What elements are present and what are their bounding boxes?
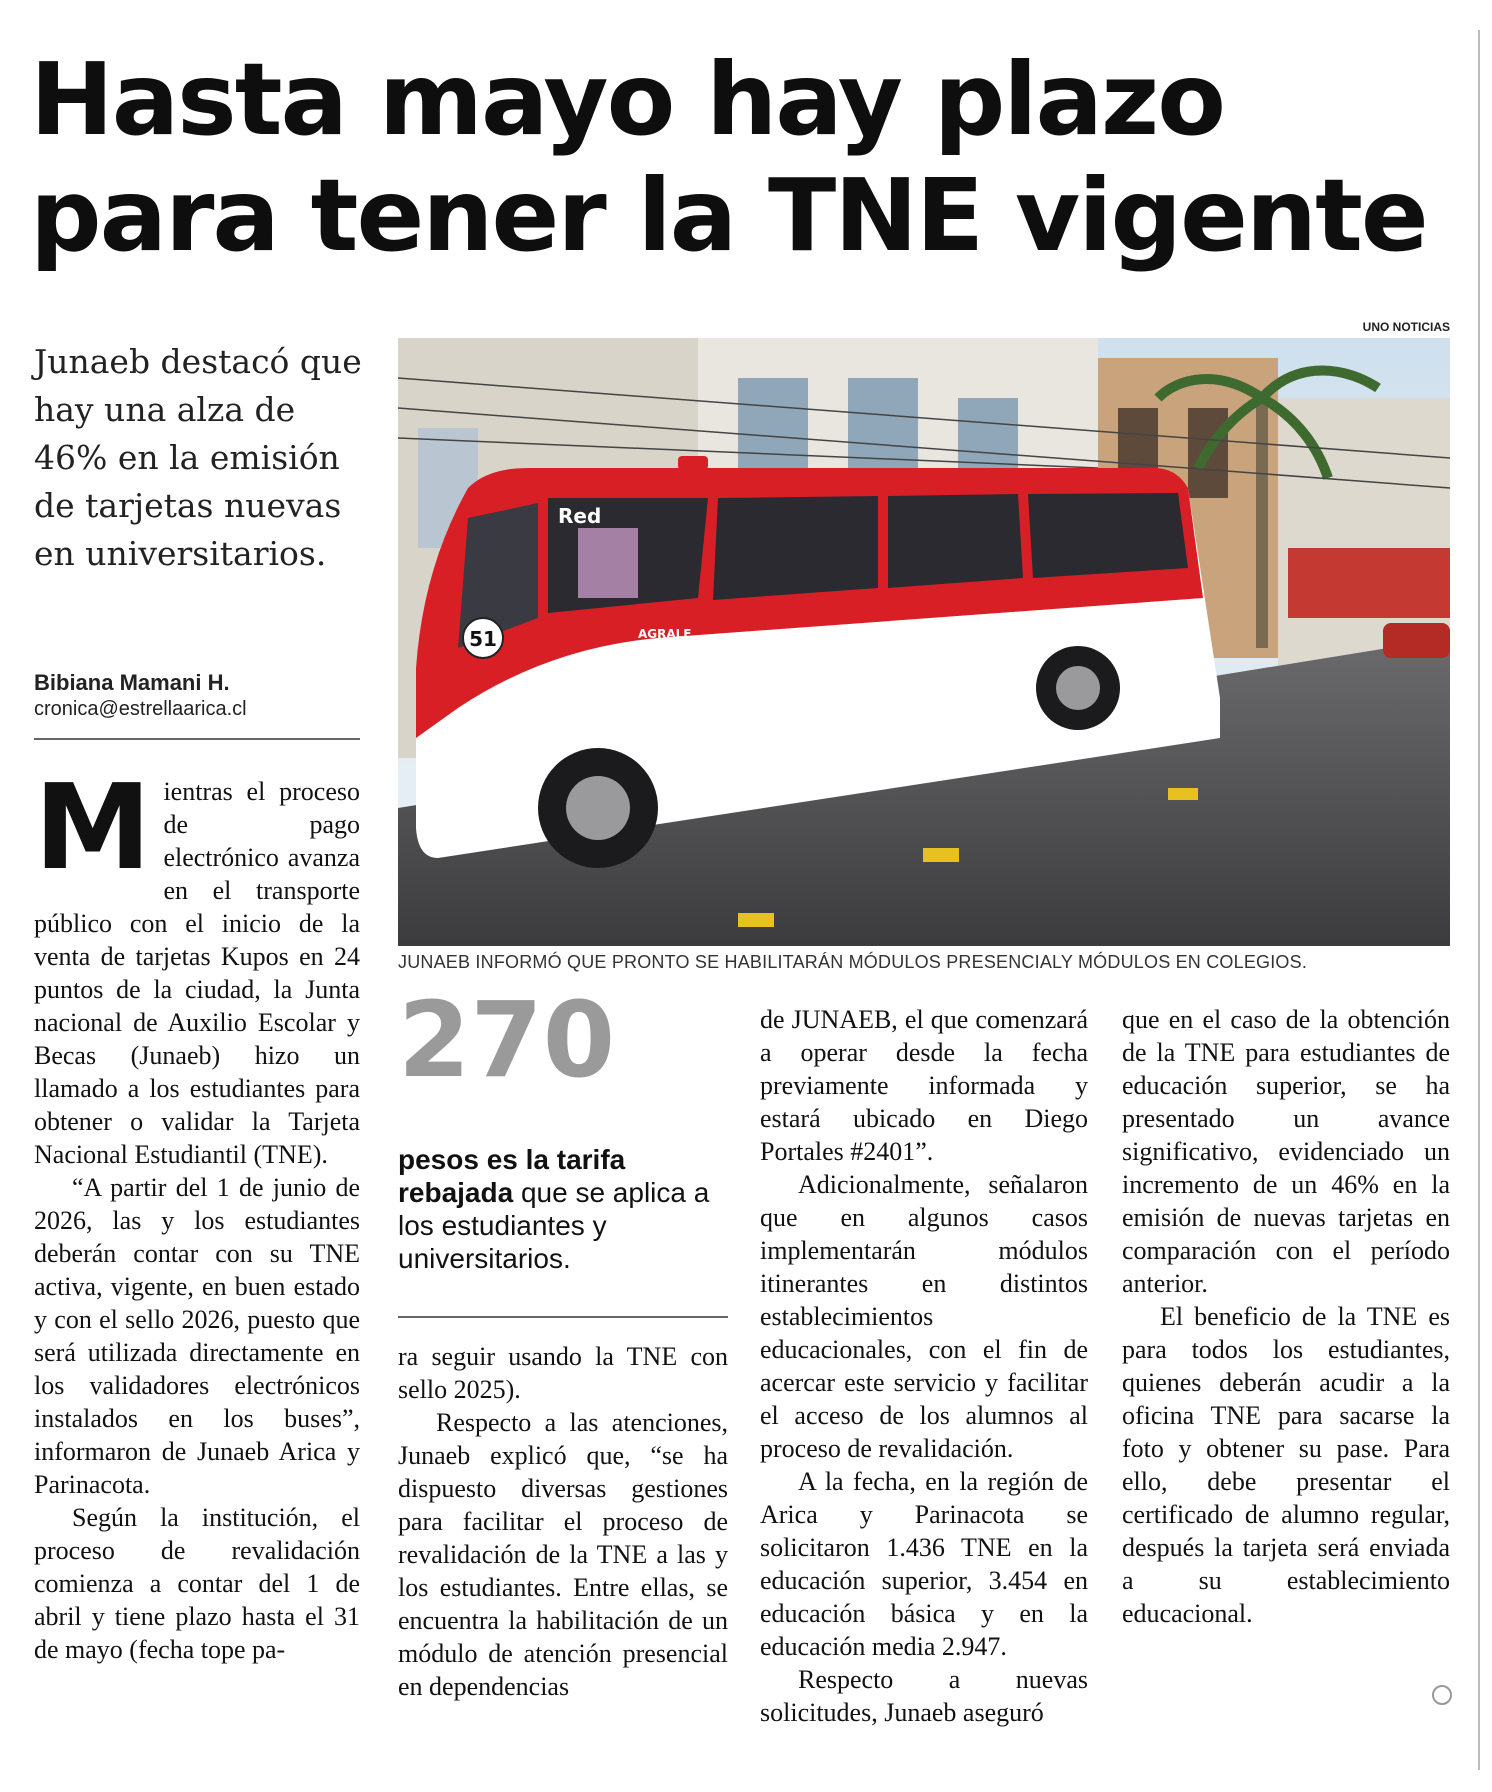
byline-email: cronica@estrellaarica.cl: [34, 698, 247, 720]
article-column-2: [398, 1340, 728, 1703]
lead-paragraph: Junaeb destacó que hay una alza de 46% en la emisión de tarjetas nuevas en universitarios.: [34, 342, 362, 573]
article-paragraph: A la fecha, en la región de Arica y Parinacota se solicitaron 1.436 TNE en la educación superior, 3.454 en educación básica y en la educación media 2.947.: [760, 1467, 1088, 1661]
end-mark-icon: [1432, 1685, 1452, 1705]
article-column-3: [760, 1003, 1088, 1729]
highlight-text-bold: pesos es la tarifa rebajada: [398, 1144, 626, 1208]
page-edge-rule: [1478, 30, 1480, 1770]
article-paragraph: de JUNAEB, el que comenzará a operar desde la fecha previamente informada y estará ubicado en Diego Portales #2401”.: [760, 1005, 1088, 1166]
photo-credit: UNO NOTICIAS: [1362, 320, 1450, 334]
article-paragraph: Según la institución, el proceso de revalidación comienza a contar del 1 de abril y tiene plazo hasta el 31 de mayo (fecha tope pa-: [34, 1503, 360, 1664]
bus-brand-label: Red: [558, 504, 602, 528]
headline-line-2: para tener la TNE vigente: [30, 157, 1427, 274]
highlight-rule: [398, 1316, 728, 1318]
byline-author: Bibiana Mamani H.: [34, 670, 230, 695]
bus-photo: [398, 338, 1450, 946]
dropcap: M: [34, 758, 152, 896]
bus-photo-illustration: [398, 338, 1450, 946]
byline-rule: [34, 738, 360, 740]
photo-caption: JUNAEB INFORMÓ QUE PRONTO SE HABILITARÁN MÓDULOS PRESENCIALY MÓDULOS EN COLEGIOS.: [398, 952, 1308, 972]
article-paragraph: ra seguir usando la TNE con sello 2025).: [398, 1342, 728, 1404]
headline-line-1: Hasta mayo hay plazo: [30, 41, 1224, 158]
article-column-4: [1122, 1003, 1450, 1630]
bus-number-label: 51: [469, 627, 497, 651]
highlight-text: [398, 1143, 728, 1275]
headline: [30, 42, 1450, 274]
bus-model-label: AGRALE: [638, 627, 692, 641]
article-paragraph: Adicionalmente, señalaron que en algunos casos implementarán módulos itinerantes en distintos establecimientos educacionales, con el fin de acercar este servicio y facilitar el acceso de los alumnos al proceso de revalidación.: [760, 1170, 1088, 1463]
article-paragraph: El beneficio de la TNE es para todos los estudiantes, quienes deberán acudir a la oficina TNE para sacarse la foto y obtener su pase. Para ello, debe presentar el certificado de alumno regular, después la tarjeta será enviada a su establecimiento educacional.: [1122, 1302, 1450, 1628]
highlight-number: 270: [398, 979, 616, 1101]
highlight-text-rest: que se aplica a los estudiantes y universitarios.: [398, 1177, 710, 1274]
article-paragraph: Respecto a nuevas solicitudes, Junaeb aseguró: [760, 1665, 1088, 1727]
article-paragraph: “A partir del 1 de junio de 2026, las y los estudiantes deberán contar con su TNE activa, vigente, en buen estado y con el sello 2026, puesto que será utilizada directamente en los validadores electrónicos instalados en los buses”, informaron de Junaeb Arica y Parinacota.: [34, 1173, 360, 1499]
article-column-1: [34, 758, 360, 1666]
article-paragraph: que en el caso de la obtención de la TNE para estudiantes de educación superior, se ha presentado un avance significativo, evidenciado un incremento de un 46% en la emisión de nuevas tarjetas en comparación con el período anterior.: [1122, 1005, 1450, 1298]
article-paragraph: Respecto a las atenciones, Junaeb explicó que, “se ha dispuesto diversas gestiones para facilitar el proceso de revalidación de la TNE a las y los estudiantes. Entre ellas, se encuentra la habilitación de un módulo de atención presencial en dependencias: [398, 1408, 728, 1701]
article-paragraph: Mientras el proceso de pago electrónico avanza en el transporte público con el inicio de la venta de tarjetas Kupos en 24 puntos de la ciudad, la Junta nacional de Auxilio Escolar y Becas (Junaeb) hizo un llamado a los estudiantes para obtener o validar la Tarjeta Nacional Estudiantil (TNE).: [34, 758, 360, 1169]
